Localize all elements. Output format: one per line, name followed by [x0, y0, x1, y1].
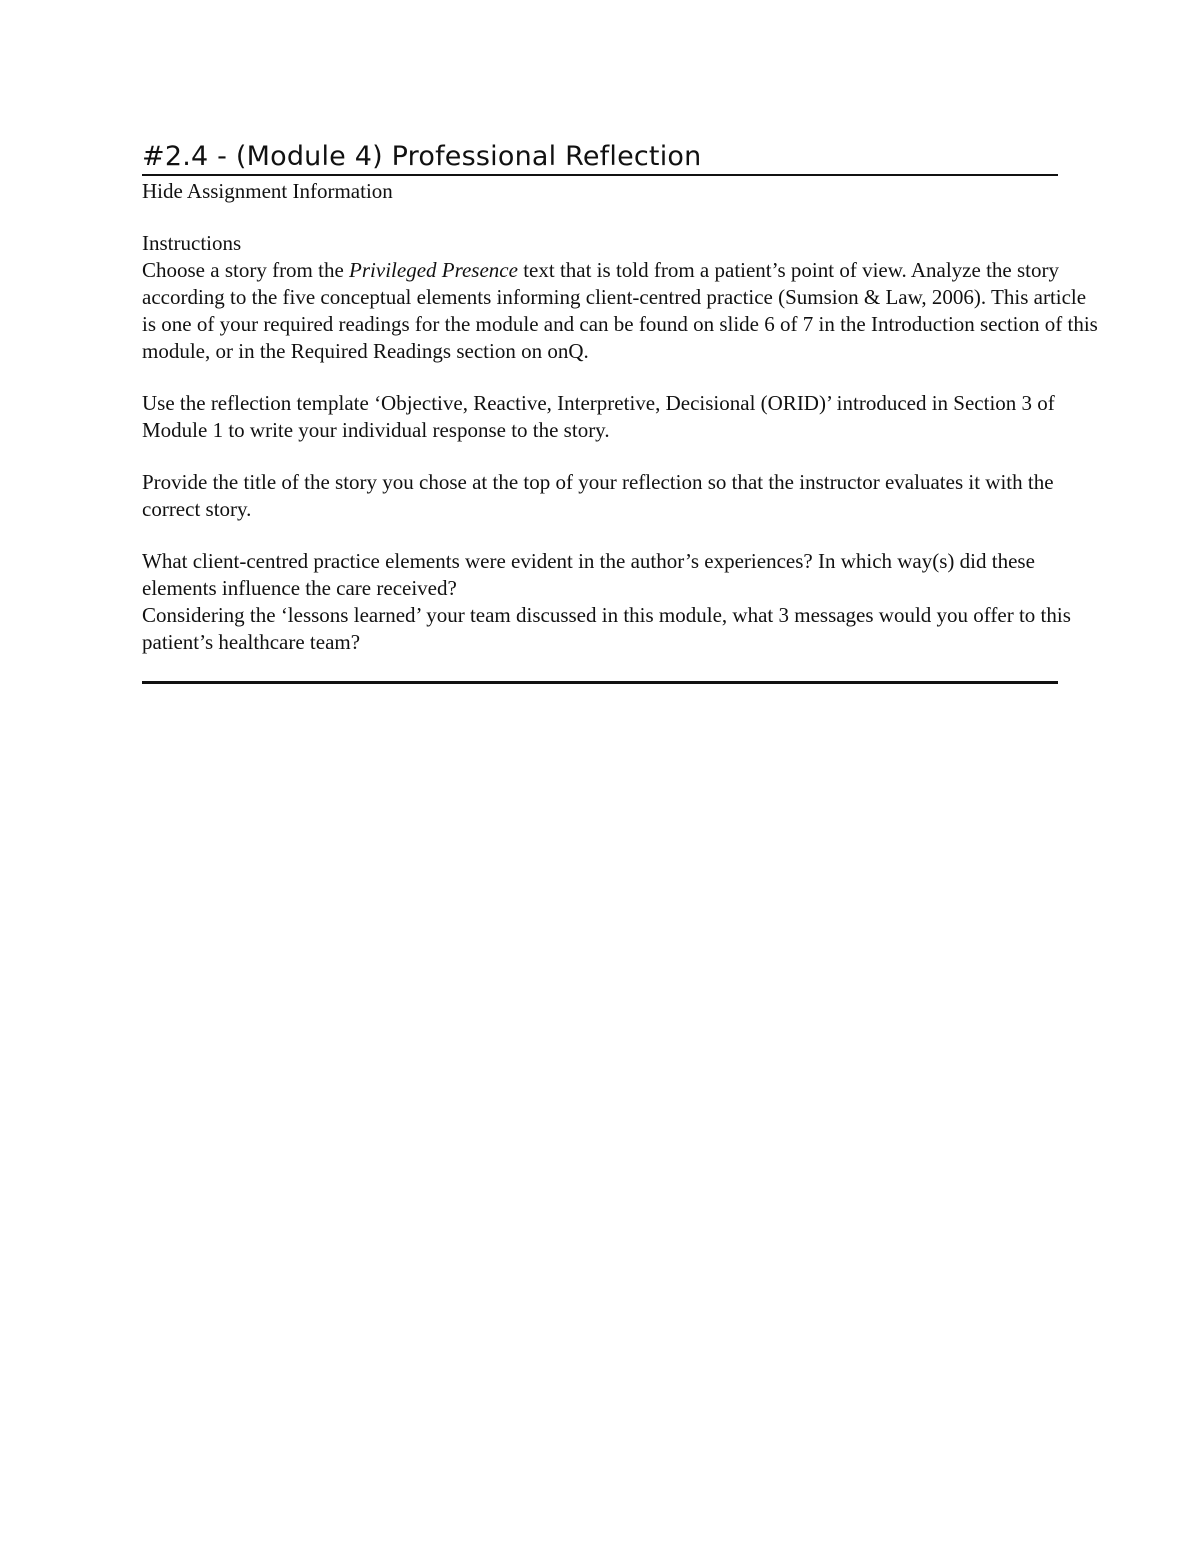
hide-assignment-info-link[interactable]: Hide Assignment Information	[142, 179, 393, 203]
instructions-section	[142, 230, 1200, 656]
instructions-paragraph-2	[142, 390, 1200, 444]
paragraph-1-line-1	[142, 257, 1200, 284]
assignment-content	[142, 140, 1200, 684]
paragraph-3-line-1: Provide the title of the story you chose at the top of your reflection so that the instructor evaluates it with the	[142, 470, 1054, 494]
paragraph-4-line-2: elements influence the care received?	[142, 576, 457, 600]
paragraph-1-line-2: according to the five conceptual elements informing client-centred practice (Sumsion & Law, 2006). This article	[142, 285, 1087, 309]
instructions-paragraph-4	[142, 548, 1200, 656]
book-title: Privileged Presence	[349, 258, 518, 282]
assignment-title: #2.4 - (Module 4) Professional Reflection	[142, 141, 702, 172]
paragraph-2-line-1: Use the reflection template ‘Objective, Reactive, Interpretive, Decisional (ORID)’ introduced in Section 3 of	[142, 391, 1055, 415]
bottom-divider	[142, 681, 1058, 684]
p1-pre: Choose a story from the	[142, 258, 350, 282]
paragraph-1-line-4: module, or in the Required Readings section on onQ.	[142, 339, 589, 363]
paragraph-3-line-2: correct story.	[142, 497, 252, 521]
paragraph-1-line-3: is one of your required readings for the module and can be found on slide 6 of 7 in the Introduction section of this	[142, 312, 1098, 336]
paragraph-2-line-2: Module 1 to write your individual response to the story.	[142, 418, 610, 442]
paragraph-4-line-1: What client-centred practice elements were evident in the author’s experiences? In which way(s) did these	[142, 549, 1035, 573]
paragraph-4-line-4: patient’s healthcare team?	[142, 630, 361, 654]
title-underline	[142, 140, 1058, 176]
instructions-paragraph-3	[142, 469, 1200, 523]
instructions-paragraph-1	[142, 257, 1200, 365]
p1-post: text that is told from a patient’s point of view. Analyze the story	[517, 258, 1059, 282]
instructions-heading: Instructions	[142, 231, 242, 255]
paragraph-4-line-3: Considering the ‘lessons learned’ your team discussed in this module, what 3 messages would you offer to this	[142, 603, 1071, 627]
